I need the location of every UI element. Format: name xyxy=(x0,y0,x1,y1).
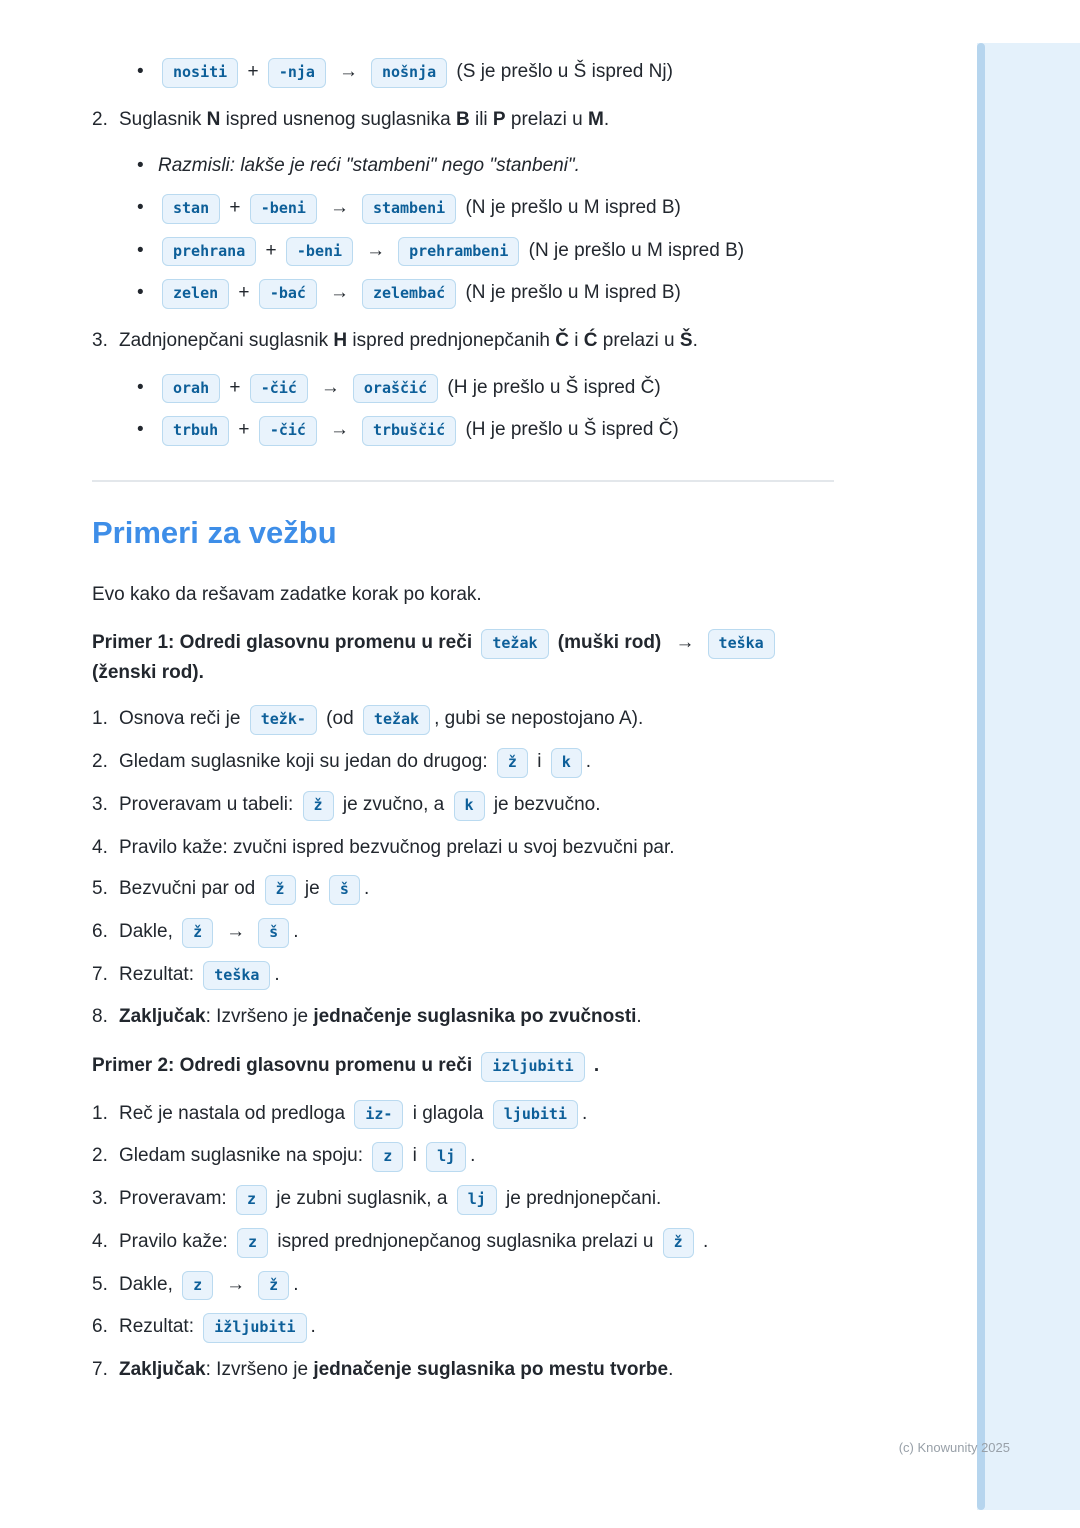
code-token: trbuščić xyxy=(362,416,456,446)
code-token: -čić xyxy=(250,374,308,404)
divider xyxy=(92,480,834,482)
text-run: + xyxy=(233,419,255,441)
arrow-icon: → xyxy=(226,1273,246,1295)
list-item xyxy=(92,1313,834,1343)
number-marker: 2. xyxy=(92,751,108,772)
text-run: je zubni suglasnik, a xyxy=(271,1188,453,1209)
text-run: + xyxy=(233,282,255,304)
list-item-text xyxy=(119,1228,834,1258)
list-item xyxy=(92,1228,834,1258)
list-item xyxy=(92,834,834,863)
text-run: Rezultat: xyxy=(119,1316,200,1338)
list-item-text xyxy=(119,705,834,735)
text-run: Gledam suglasnike na spoju: xyxy=(119,1145,369,1167)
text-run: + xyxy=(224,196,246,218)
code-token: zelembać xyxy=(362,279,456,309)
code-token: -beni xyxy=(286,237,353,267)
code-token: nositi xyxy=(162,58,238,88)
text-run: , gubi se nepostojano A). xyxy=(434,708,644,730)
list-item xyxy=(137,237,834,267)
text-run: (H je prešlo u Š ispred Č) xyxy=(460,419,679,441)
text-run: Pravilo kaže: xyxy=(119,1230,234,1252)
text-run: Rezultat: xyxy=(119,963,200,985)
code-token: prehrana xyxy=(162,237,256,267)
paragraph xyxy=(92,1052,834,1082)
number-marker: 8. xyxy=(92,1006,108,1028)
bold-text: (ženski rod). xyxy=(92,661,204,683)
numbered-list xyxy=(92,1100,834,1385)
text-run: prelazi u xyxy=(505,108,588,130)
list-item-text xyxy=(158,58,834,88)
code-token: stan xyxy=(162,194,220,224)
text-run: Proveravam: xyxy=(119,1188,232,1209)
text-run: . xyxy=(470,1145,476,1167)
text-run: . xyxy=(585,751,592,772)
bold-text: . xyxy=(588,1054,600,1076)
number-marker: 7. xyxy=(92,963,108,985)
list-item-text xyxy=(158,416,834,446)
list-item xyxy=(137,194,834,224)
text-run: ispred prednjonepčanog suglasnika prelazi u xyxy=(272,1230,659,1252)
code-token: trbuh xyxy=(162,416,229,446)
text-run: je bezvučno. xyxy=(488,793,601,815)
number-marker: 4. xyxy=(92,1230,108,1252)
section-heading: Primeri za vežbu xyxy=(92,515,337,550)
list-item xyxy=(92,1100,834,1130)
code-token: ž xyxy=(497,748,528,778)
paragraph xyxy=(92,581,834,610)
bold-text: Zaključak xyxy=(119,1359,206,1380)
text-run: je prednjonepčani. xyxy=(500,1188,662,1209)
next-page-preview xyxy=(977,43,1080,1510)
text-run: Pravilo kaže: zvučni ispred bezvučnog prelazi u svoj bezvučni par. xyxy=(119,836,675,858)
text-run: (N je prešlo u M ispred B) xyxy=(460,282,681,304)
text-run: Zadnjonepčani suglasnik xyxy=(119,330,334,351)
list-item xyxy=(92,1003,834,1032)
number-marker: 3. xyxy=(92,793,108,815)
list-item-text xyxy=(119,1271,834,1301)
bold-text: jednačenje suglasnika po mestu tvorbe xyxy=(313,1359,669,1380)
list-item xyxy=(92,791,834,821)
list-item-text xyxy=(119,327,834,356)
copyright-footer: (c) Knowunity 2025 xyxy=(898,1440,1010,1455)
list-item xyxy=(137,279,834,309)
code-token: težak xyxy=(481,629,548,659)
text-run: i xyxy=(531,751,547,772)
list-item-text xyxy=(158,194,834,224)
code-token: k xyxy=(551,748,582,778)
arrow-icon: → xyxy=(366,239,386,261)
list-item xyxy=(92,875,834,905)
bold-text: Č xyxy=(555,330,569,351)
arrow-icon: → xyxy=(329,282,349,304)
bold-text: M xyxy=(587,108,604,130)
text-run: ispred prednjonepčanih xyxy=(347,330,556,351)
number-marker: 3. xyxy=(92,1188,108,1209)
bullet-marker: • xyxy=(137,419,144,441)
number-marker: 5. xyxy=(92,878,108,899)
text-run: . xyxy=(293,1273,299,1295)
list-item-text xyxy=(119,1185,834,1215)
list-item xyxy=(92,918,834,948)
text-run: Dakle, xyxy=(119,1273,179,1295)
bullet-list xyxy=(137,58,834,88)
text-run: ili xyxy=(469,108,493,130)
text-run: Proveravam u tabeli: xyxy=(119,793,299,815)
code-token: ž xyxy=(265,875,296,905)
code-token: težk- xyxy=(250,705,317,735)
code-token: orah xyxy=(162,374,220,404)
numbered-list xyxy=(92,705,834,1032)
bold-text: B xyxy=(455,108,470,130)
text-run: . xyxy=(668,1359,674,1380)
code-token: z xyxy=(237,1228,268,1258)
text-run: Bezvučni par od xyxy=(119,878,261,899)
code-token: teška xyxy=(708,629,775,659)
text-run: . xyxy=(274,963,280,985)
list-item xyxy=(137,152,834,181)
code-token: z xyxy=(236,1185,267,1215)
code-token: ž xyxy=(303,791,334,821)
text-run: (S je prešlo u Š ispred Nj) xyxy=(451,61,673,82)
list-item-text xyxy=(158,237,834,267)
list-item xyxy=(92,327,834,356)
text-run: . xyxy=(692,330,698,351)
text-run: + xyxy=(224,376,246,398)
text-run: Evo kako da rešavam zadatke korak po korak. xyxy=(92,583,482,605)
number-marker: 5. xyxy=(92,1273,108,1295)
bullet-marker: • xyxy=(137,196,144,218)
code-token: zelen xyxy=(162,279,229,309)
code-token: ž xyxy=(182,918,213,948)
italic-text: Razmisli: lakše je reći "stambeni" nego "stanbeni". xyxy=(158,155,580,177)
bold-text: P xyxy=(492,108,506,130)
bold-text: N xyxy=(206,108,221,130)
code-token: ž xyxy=(663,1228,694,1258)
number-marker: 6. xyxy=(92,1316,108,1338)
number-marker: 7. xyxy=(92,1359,108,1380)
list-item-text xyxy=(119,1313,834,1343)
text-run: i xyxy=(568,330,584,351)
text-run: je xyxy=(299,878,325,899)
bullet-marker: • xyxy=(137,61,144,82)
text-run: + xyxy=(242,61,264,82)
list-item xyxy=(92,748,834,778)
bold-text: H xyxy=(333,330,348,351)
list-item xyxy=(92,106,834,135)
number-marker: 2. xyxy=(92,108,108,130)
list-item-text xyxy=(158,279,834,309)
code-token: izljubiti xyxy=(481,1052,584,1082)
list-item-text xyxy=(119,1100,834,1130)
text-run: . xyxy=(697,1230,709,1252)
paragraph xyxy=(92,629,834,687)
list-item-text xyxy=(119,1356,834,1385)
list-item xyxy=(137,416,834,446)
code-token: š xyxy=(329,875,360,905)
text-run: prelazi u xyxy=(597,330,680,351)
list-item-text xyxy=(119,961,834,991)
bold-text: Š xyxy=(679,330,693,351)
bold-text: Zaključak xyxy=(119,1006,206,1028)
numbered-list xyxy=(92,106,834,135)
number-marker: 4. xyxy=(92,836,108,858)
text-run: + xyxy=(260,239,282,261)
text-run: . xyxy=(603,108,610,130)
text-run: (H je prešlo u Š ispred Č) xyxy=(442,376,661,398)
list-item-text xyxy=(158,152,834,181)
bullet-marker: • xyxy=(137,239,144,261)
arrow-icon: → xyxy=(675,632,695,653)
text-run: : Izvršeno je xyxy=(205,1006,314,1028)
list-item xyxy=(137,58,834,88)
list-item xyxy=(137,374,834,404)
text-run: (N je prešlo u M ispred B) xyxy=(523,239,745,261)
list-item-text xyxy=(119,791,834,821)
list-item-text xyxy=(119,106,834,135)
code-token: k xyxy=(454,791,485,821)
bold-text: Primer 2: Odredi glasovnu promenu u reči xyxy=(92,1054,478,1076)
code-token: -beni xyxy=(250,194,317,224)
bullet-marker: • xyxy=(137,376,144,398)
text-run: . xyxy=(581,1102,588,1124)
text-run: Reč je nastala od predloga xyxy=(119,1102,351,1124)
list-item xyxy=(92,1271,834,1301)
bullet-marker: • xyxy=(137,155,144,177)
code-token: -čić xyxy=(259,416,317,446)
code-token: ižljubiti xyxy=(203,1313,306,1343)
text-run: . xyxy=(310,1316,316,1338)
code-token: -nja xyxy=(268,58,326,88)
text-run: Dakle, xyxy=(119,920,179,942)
text-run: je zvučno, a xyxy=(337,793,450,815)
code-token: stambeni xyxy=(362,194,456,224)
text-run: : Izvršeno je xyxy=(205,1359,314,1380)
code-token: nošnja xyxy=(371,58,447,88)
code-token: oraščić xyxy=(353,374,438,404)
code-token: ž xyxy=(258,1271,289,1301)
list-item-text xyxy=(119,834,834,863)
code-token: težak xyxy=(363,705,430,735)
code-token: lj xyxy=(426,1142,466,1172)
number-marker: 1. xyxy=(92,708,108,730)
list-item xyxy=(92,1142,834,1172)
text-run: Gledam suglasnike koji su jedan do drugog: xyxy=(119,751,493,772)
number-marker: 6. xyxy=(92,920,108,942)
number-marker: 2. xyxy=(92,1145,108,1167)
code-token: lj xyxy=(457,1185,497,1215)
list-item xyxy=(92,1185,834,1215)
text-run: . xyxy=(293,920,299,942)
text-run: Osnova reči je xyxy=(119,708,246,730)
code-token: teška xyxy=(203,961,270,991)
arrow-icon: → xyxy=(338,61,358,82)
list-item xyxy=(92,1356,834,1385)
list-item xyxy=(92,961,834,991)
numbered-list xyxy=(92,327,834,356)
text-run: i xyxy=(407,1145,423,1167)
number-marker: 1. xyxy=(92,1102,108,1124)
bold-text: jednačenje suglasnika po zvučnosti xyxy=(313,1006,637,1028)
text-run: Suglasnik xyxy=(119,108,207,130)
bullet-list xyxy=(137,152,834,309)
arrow-icon: → xyxy=(329,419,349,441)
text-run: i glagola xyxy=(407,1102,489,1124)
list-item-text xyxy=(119,1003,834,1032)
list-item-text xyxy=(119,1142,834,1172)
number-marker: 3. xyxy=(92,330,108,351)
code-token: z xyxy=(182,1271,213,1301)
bold-text: (muški rod) xyxy=(552,632,667,653)
code-token: prehrambeni xyxy=(398,237,519,267)
code-token: -bać xyxy=(259,279,317,309)
arrow-icon: → xyxy=(320,376,340,398)
arrow-icon: → xyxy=(329,196,349,218)
text-run: . xyxy=(363,878,370,899)
code-token: iz- xyxy=(354,1100,403,1130)
list-item-text xyxy=(119,748,834,778)
bold-text: Ć xyxy=(583,330,598,351)
text-run: (N je prešlo u M ispred B) xyxy=(460,196,681,218)
text-run: (od xyxy=(320,708,359,730)
document-body xyxy=(92,40,834,1403)
list-item-text xyxy=(119,875,834,905)
code-token: š xyxy=(258,918,289,948)
bullet-list xyxy=(137,374,834,447)
text-run: . xyxy=(636,1006,642,1028)
code-token: z xyxy=(372,1142,403,1172)
bullet-marker: • xyxy=(137,282,144,304)
list-item-text xyxy=(158,374,834,404)
text-run: ispred usnenog suglasnika xyxy=(220,108,456,130)
list-item-text xyxy=(119,918,834,948)
scrollbar[interactable] xyxy=(977,43,985,1510)
list-item xyxy=(92,705,834,735)
bold-text: Primer 1: Odredi glasovnu promenu u reči xyxy=(92,632,478,653)
code-token: ljubiti xyxy=(493,1100,578,1130)
arrow-icon: → xyxy=(226,920,246,942)
